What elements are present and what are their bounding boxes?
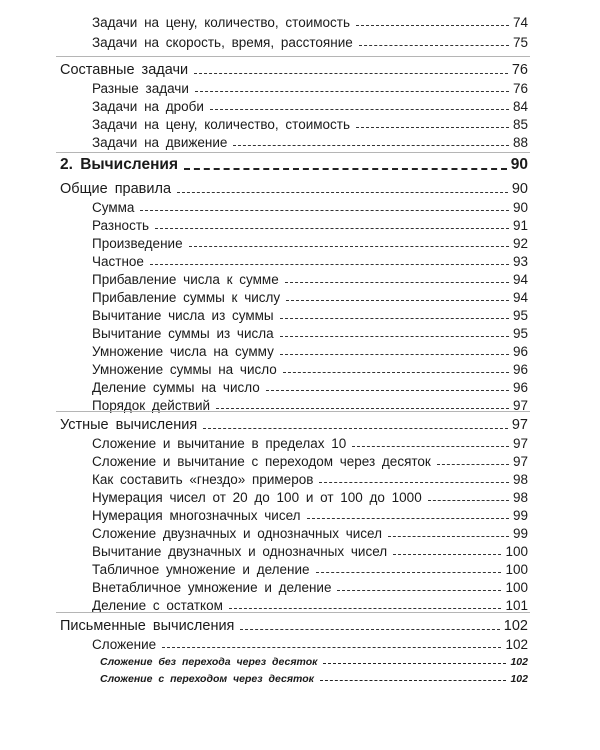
dot-leader [266, 390, 509, 391]
toc-entry-title: Вычитание суммы из числа [92, 326, 274, 341]
toc-entry-page: 93 [512, 254, 528, 269]
dot-leader [286, 300, 509, 301]
toc-entry-page: 98 [512, 490, 528, 505]
toc-entry-title: Вычитание двузначных и однозначных чисел [92, 544, 388, 559]
toc-entry-title: Задачи на дроби [92, 99, 204, 114]
toc-entry-title: Деление с остатком [92, 598, 223, 613]
toc-entry[interactable] [0, 76, 600, 96]
dot-leader [356, 25, 509, 26]
toc-entry-page: 99 [512, 508, 528, 523]
toc-entry[interactable] [0, 10, 600, 30]
toc-entry-title: Разность [92, 218, 150, 233]
toc-entry-page: 76 [511, 62, 528, 78]
toc-entry-title: Порядок действий [92, 398, 211, 413]
toc-entry[interactable] [0, 503, 600, 523]
dot-leader [155, 228, 509, 229]
dot-leader [388, 536, 509, 537]
toc-entry-title: Сложение и вычитание с переходом через десяток [92, 454, 431, 469]
dot-leader [428, 500, 509, 501]
toc-entry-page: 94 [512, 272, 528, 287]
dot-leader [316, 572, 502, 573]
dot-leader [323, 663, 506, 664]
toc-entry-page: 96 [512, 380, 528, 395]
toc-entry-title: Сложение без перехода через десяток [100, 656, 318, 668]
toc-entry-page: 74 [512, 15, 528, 30]
dot-leader [150, 264, 509, 265]
toc-entry-title: Табличное умножение и деление [92, 562, 310, 577]
toc-entry[interactable] [0, 285, 600, 305]
dot-leader [184, 168, 507, 170]
toc-entry-title: Сложение и вычитание в пределах 10 [92, 436, 347, 451]
toc-entry-page: 90 [512, 200, 528, 215]
dot-leader [194, 73, 508, 74]
dot-leader [283, 372, 509, 373]
dot-leader [210, 109, 509, 110]
dot-leader [285, 282, 509, 283]
toc-entry-title: Деление суммы на число [92, 380, 260, 395]
toc-entry-page: 102 [510, 656, 528, 668]
toc-entry-page: 102 [505, 637, 528, 652]
toc-entry-title: Задачи на движение [92, 135, 228, 150]
dot-leader [195, 91, 509, 92]
toc-entry-page: 76 [512, 81, 528, 96]
toc-entry-page: 100 [505, 544, 528, 559]
toc-subentry[interactable] [0, 665, 600, 685]
toc-entry-title: Сумма [92, 200, 135, 215]
toc-entry[interactable] [0, 130, 600, 150]
toc-entry-page: 88 [512, 135, 528, 150]
toc-entry[interactable] [0, 58, 600, 78]
dot-leader [229, 608, 502, 609]
toc-entry-title: Задачи на цену, количество, стоимость [92, 117, 351, 132]
toc-entry-title: Сложение [92, 637, 157, 652]
toc-entry[interactable] [0, 267, 600, 287]
toc-entry-title: Устные вычисления [60, 417, 198, 433]
toc-entry[interactable] [0, 112, 600, 132]
toc-entry-title: Сложение двузначных и однозначных чисел [92, 526, 382, 541]
toc-entry-title: Сложение с переходом через десяток [100, 673, 314, 685]
toc-entry-page: 100 [505, 580, 528, 595]
toc-entry-title: Вычитание числа из суммы [92, 308, 274, 323]
toc-entry-page: 95 [512, 326, 528, 341]
dot-leader [233, 145, 509, 146]
dot-leader [280, 354, 509, 355]
toc-entry-page: 84 [512, 99, 528, 114]
toc-entry[interactable] [0, 449, 600, 469]
dot-leader [216, 408, 509, 409]
toc-entry[interactable] [0, 94, 600, 114]
toc-entry[interactable] [0, 393, 600, 413]
toc-entry-title: Нумерация чисел от 20 до 100 и от 100 до 1000 [92, 490, 422, 505]
toc-entry-page: 95 [512, 308, 528, 323]
toc-entry-page: 97 [512, 398, 528, 413]
toc-entry-page: 97 [512, 454, 528, 469]
toc-entry-title: Произведение [92, 236, 183, 251]
section-divider [56, 56, 530, 57]
toc-entry-title: Умножение числа на сумму [92, 344, 274, 359]
toc-entry-page: 96 [512, 362, 528, 377]
toc-entry[interactable] [0, 249, 600, 269]
toc-entry-page: 91 [512, 218, 528, 233]
toc-entry-page: 100 [505, 562, 528, 577]
section-divider [56, 612, 530, 613]
toc-entry-page: 99 [512, 526, 528, 541]
toc-entry-page: 96 [512, 344, 528, 359]
dot-leader [280, 318, 509, 319]
toc-entry[interactable] [0, 231, 600, 251]
toc-entry[interactable] [0, 357, 600, 377]
dot-leader [177, 192, 508, 193]
section-divider [56, 152, 530, 153]
toc-entry[interactable] [0, 557, 600, 577]
toc-entry[interactable] [0, 413, 600, 433]
toc-entry-title: Умножение суммы на число [92, 362, 277, 377]
toc-entry[interactable] [0, 485, 600, 505]
toc-entry-page: 85 [512, 117, 528, 132]
toc-entry[interactable] [0, 375, 600, 395]
dot-leader [307, 518, 509, 519]
dot-leader [189, 246, 509, 247]
toc-entry-page: 90 [510, 156, 528, 173]
toc-entry-title: Разные задачи [92, 81, 189, 96]
toc-entry-page: 97 [512, 436, 528, 451]
dot-leader [140, 210, 509, 211]
toc-entry-title: Частное [92, 254, 144, 269]
toc-entry[interactable] [0, 539, 600, 559]
toc-entry-title: Задачи на цену, количество, стоимость [92, 15, 351, 30]
toc-entry-page: 101 [505, 598, 528, 613]
chapter-title: 2. Вычисления [60, 156, 179, 173]
toc-entry[interactable] [0, 431, 600, 451]
toc-entry-title: Письменные вычисления [60, 618, 235, 634]
toc-entry-page: 94 [512, 290, 528, 305]
toc-entry-page: 97 [511, 417, 528, 433]
section-divider [56, 411, 530, 412]
toc-entry[interactable] [0, 213, 600, 233]
toc-entry-page: 92 [512, 236, 528, 251]
toc-entry-title: Составные задачи [60, 62, 189, 78]
toc-entry[interactable] [0, 521, 600, 541]
dot-leader [393, 554, 501, 555]
toc-entry[interactable] [0, 614, 600, 634]
toc-entry[interactable] [0, 30, 600, 50]
dot-leader [352, 446, 509, 447]
dot-leader [337, 590, 501, 591]
toc-entry[interactable] [0, 177, 600, 197]
toc-entry-title: Внетабличное умножение и деление [92, 580, 332, 595]
toc-entry[interactable] [0, 321, 600, 341]
toc-entry-title: Прибавление суммы к числу [92, 290, 281, 305]
toc-entry-page: 98 [512, 472, 528, 487]
toc-entry[interactable] [0, 575, 600, 595]
toc-entry-page: 75 [512, 35, 528, 50]
toc-entry-title: Задачи на скорость, время, расстояние [92, 35, 353, 50]
toc-entry-title: Прибавление числа к сумме [92, 272, 279, 287]
dot-leader [320, 680, 507, 681]
dot-leader [280, 336, 509, 337]
dot-leader [240, 629, 499, 630]
toc-entry[interactable] [0, 303, 600, 323]
dot-leader [437, 464, 509, 465]
toc-entry-page: 102 [503, 618, 528, 634]
toc-entry-page: 102 [510, 673, 528, 685]
toc-entry-title: Как составить «гнездо» примеров [92, 472, 314, 487]
dot-leader [356, 127, 509, 128]
toc-entry[interactable] [0, 593, 600, 613]
toc-entry[interactable] [0, 467, 600, 487]
toc-chapter[interactable] [0, 154, 600, 174]
toc-entry[interactable] [0, 195, 600, 215]
dot-leader [319, 482, 509, 483]
toc-entry[interactable] [0, 339, 600, 359]
dot-leader [203, 428, 508, 429]
toc-entry-page: 90 [511, 181, 528, 197]
dot-leader [359, 45, 509, 46]
toc-entry-title: Нумерация многозначных чисел [92, 508, 301, 523]
toc-entry-title: Общие правила [60, 181, 172, 197]
